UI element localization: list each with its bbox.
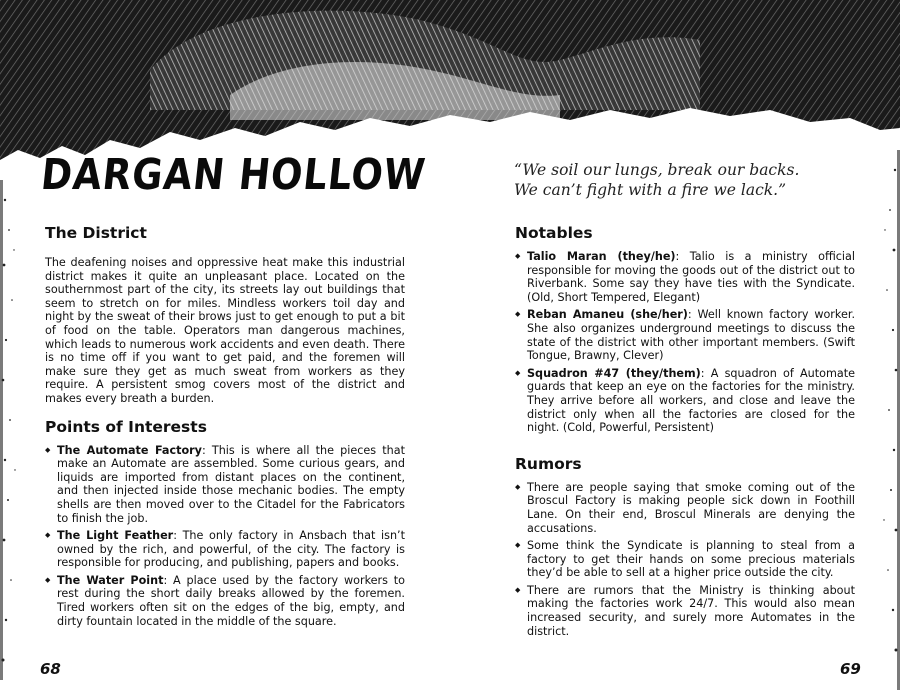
points-of-interest-list bbox=[45, 444, 405, 629]
item-text: : A place used by the factory workers to rest during the short daily breaks allowed by the foremen. Tired workers often sit on the edges of the big, empty, and dirty fountain located in the middle of the square. bbox=[57, 573, 405, 628]
page-number-left: 68 bbox=[40, 660, 61, 678]
list-item bbox=[515, 367, 855, 435]
list-item: ◆ There are rumors that the Ministry is thinking about making the factories work 24/7. This would also mean increased security, and surely more Automates in the district. bbox=[515, 584, 855, 638]
item-text: : Talio is a ministry official responsible for moving the goods out of the district out to Riverbank. Some say they have ties with the Syndicate. (Old, Short Tempered, Elegant) bbox=[527, 250, 856, 304]
quote-line-1: “We soil our lungs, break our backs. bbox=[514, 161, 800, 179]
left-grunge-edge bbox=[0, 0, 40, 695]
list-item bbox=[515, 308, 855, 362]
page-number-right: 69 bbox=[840, 660, 861, 678]
rumors-list bbox=[515, 481, 855, 639]
page-title: DARGAN HOLLOW bbox=[38, 150, 429, 200]
item-name: Squadron #47 (they/them) bbox=[527, 366, 701, 380]
quote-line-2: We can’t fight with a fire we lack.” bbox=[514, 181, 787, 199]
points-of-interest-heading: Points of Interests bbox=[45, 417, 207, 436]
right-grunge-edge bbox=[860, 0, 900, 695]
notables-list bbox=[515, 250, 855, 435]
item-name: The Light Feather bbox=[57, 529, 174, 543]
list-item: ◆ Some think the Syndicate is planning to steal from a factory to get their hands on some precious materials they’d be able to sell at a higher price outside the city. bbox=[515, 539, 855, 580]
list-item bbox=[45, 529, 405, 570]
list-item: ◆ There are people saying that smoke coming out of the Broscul Factory is making people sick down in Foothill Lane. On their end, Broscul Minerals are denying the accusations. bbox=[515, 481, 855, 535]
notables-heading: Notables bbox=[515, 224, 593, 242]
district-heading: The District bbox=[45, 224, 147, 242]
district-body: The deafening noises and oppressive heat make this industrial district makes it quite an unpleasant place. Located on the southernmost part of the city, its streets lay out buildings that seem to stretch on for miles. Mindless workers toil day and night by the sweat of their brows just to get enough to put a bit of food on the table. Operators man dangerous machines, which leads to numerous work accidents and even death. There is no time off if you want to get paid, and the foremen will make sure they get as much sweat from workers as they require. A persistent smog covers most of the district and makes every breath a burden. bbox=[45, 256, 405, 405]
item-name: The Automate Factory bbox=[57, 443, 202, 457]
item-name: Talio Maran (they/he) bbox=[527, 250, 676, 263]
item-text: : A squadron of Automate guards that keep an eye on the factories for the ministry. They arrive before all workers, and close and leave the district only when all the factories are closed for the night. (Cold, Powerful, Persistent) bbox=[527, 366, 855, 435]
item-text: : Well known factory worker. She also organizes underground meetings to discuss the state of the district with other important members. (Swift Tongue, Brawny, Clever) bbox=[527, 308, 855, 363]
item-name: The Water Point bbox=[57, 573, 164, 587]
list-item bbox=[515, 250, 855, 304]
header-banner-image bbox=[0, 0, 900, 175]
list-item bbox=[45, 444, 405, 526]
left-column bbox=[45, 224, 405, 632]
item-name: Reban Amaneu (she/her) bbox=[527, 308, 688, 322]
epigraph-quote bbox=[514, 160, 834, 200]
list-item bbox=[45, 574, 405, 628]
item-text: : This is where all the pieces that make an Automate are assembled. Some curious gears, and liquids are imported from distant places on the continent, and then injected inside those mechanic bodies. The empty shells are then moved over to the Citadel for the Fabricators to finish the job. bbox=[57, 443, 405, 525]
item-text: : The only factory in Ansbach that isn’t owned by the rich, and powerful, of the city. The factory is responsible for producing, and publishing, papers and books. bbox=[57, 529, 405, 570]
right-column bbox=[515, 224, 855, 642]
rumors-heading: Rumors bbox=[515, 454, 582, 473]
